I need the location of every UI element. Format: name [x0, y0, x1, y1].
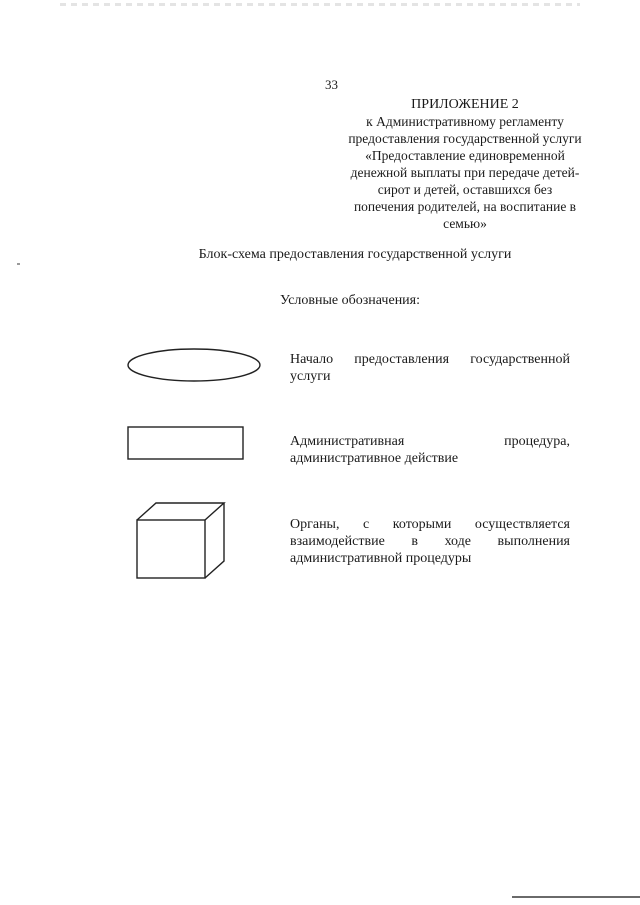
page-number: 33: [325, 77, 338, 92]
appendix-line: семью»: [443, 216, 487, 231]
legend-text-line: услуги: [290, 369, 331, 384]
appendix-line: попечения родителей, на воспитание в: [353, 199, 577, 214]
legend-text-line: административной процедуры: [290, 551, 472, 566]
scan-artifact-bottom: [512, 896, 640, 898]
appendix-line: предоставления государственной услуги: [348, 131, 582, 146]
ellipse-icon: [124, 345, 264, 385]
scheme-title: Блок-схема предоставления государственной услуги: [198, 247, 512, 262]
cube-icon: [134, 500, 234, 582]
legend-text-organs-cont: [290, 533, 570, 550]
legend-text-procedure-cont: [290, 450, 570, 467]
scan-artifact-dot: [17, 263, 20, 265]
legend-text-line: Начало предоставления государственной: [290, 352, 570, 367]
appendix-title: ПРИЛОЖЕНИЕ 2: [411, 97, 519, 112]
legend-text-line: Органы, с которыми осуществляется: [290, 517, 570, 532]
appendix-line: сирот и детей, оставшихся без: [377, 182, 553, 197]
appendix-line: к Административному регламенту: [366, 114, 564, 129]
legend-text-organs: [290, 516, 570, 533]
rectangle-icon: [126, 425, 246, 463]
legend-text-organs-cont2: [290, 550, 570, 567]
legend-title: Условные обозначения:: [279, 293, 421, 308]
appendix-header: [320, 96, 610, 232]
legend-text-start: [290, 351, 570, 368]
legend-text-line: административное действие: [290, 451, 459, 466]
legend-text-line: Административная процедура,: [290, 434, 570, 449]
legend-text-procedure: [290, 433, 570, 450]
appendix-line: денежной выплаты при передаче детей-: [350, 165, 580, 180]
legend-text-start-cont: [290, 368, 570, 385]
legend-text-line: взаимодействие в ходе выполнения: [290, 534, 570, 549]
appendix-line: «Предоставление единовременной: [365, 148, 565, 163]
scan-artifact-top: [60, 3, 580, 6]
